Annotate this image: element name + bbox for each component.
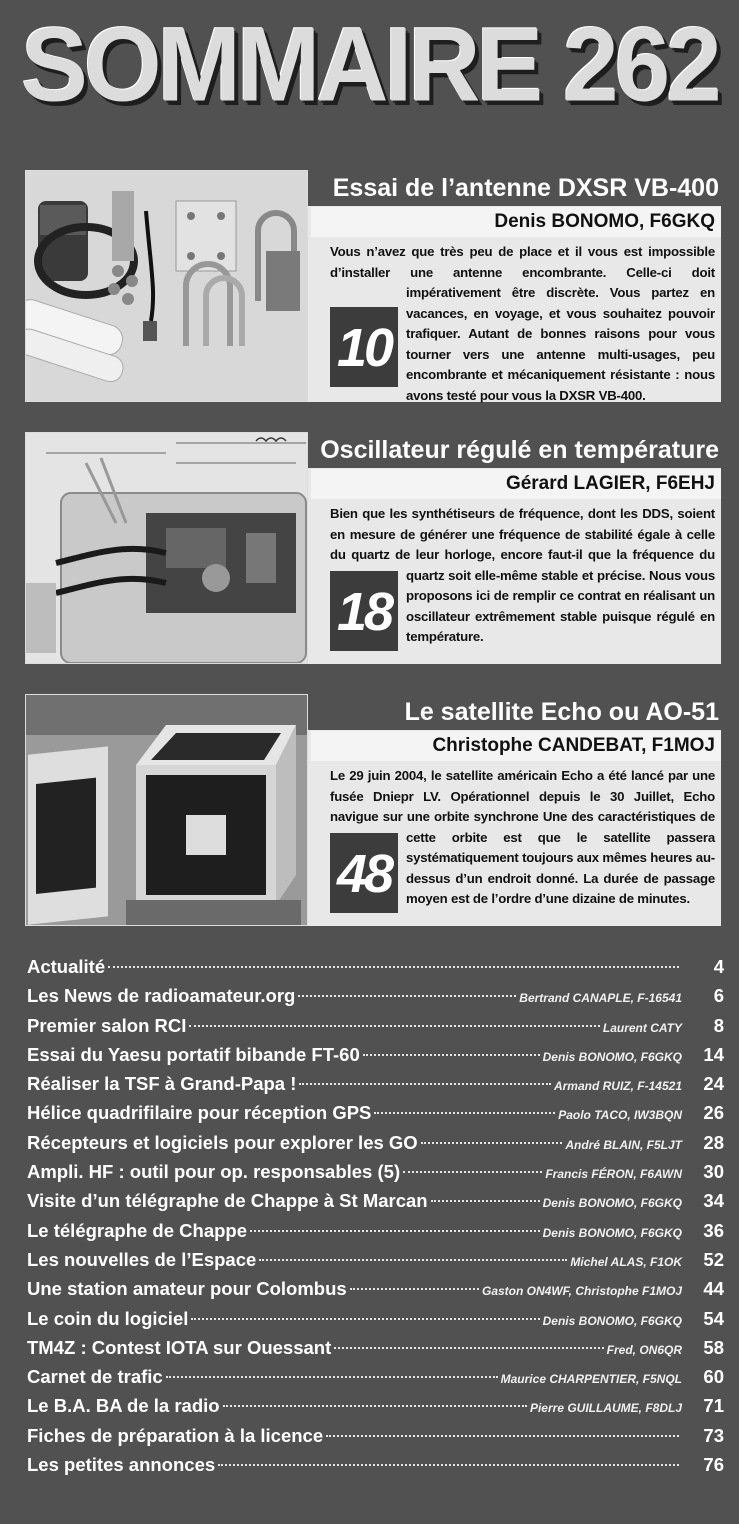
toc-title[interactable]: Les petites annonces	[27, 1454, 216, 1476]
toc-page[interactable]: 6	[713, 985, 724, 1007]
feature-title[interactable]: Le satellite Echo ou AO-51	[308, 694, 721, 730]
toc-author: Bertrand CANAPLE, F-16541	[519, 991, 682, 1006]
toc-author: André BLAIN, F5LJT	[565, 1137, 682, 1152]
toc-page[interactable]: 28	[703, 1131, 724, 1153]
toc-page[interactable]: 54	[703, 1307, 724, 1329]
page-title: SOMMAIRE 262	[21, 6, 718, 124]
toc-title[interactable]: TM4Z : Contest IOTA sur Ouessant	[27, 1336, 332, 1358]
feature-summary: Vous n’avez que très peu de place et il vous est impossible d’installer une antenne encombrante. Celle-ci doit impérativement être discrète. Vous partez en vacances, en voyage, et vous souhaitez pouvoir trafiquer. Autant de bonnes raisons pour vous tourner vers une antenne multi-usages, peu encombrante et mécaniquement résistante : nous avons testé pour vous la DXSR VB-400.	[330, 244, 715, 403]
leader-dots	[363, 1054, 540, 1056]
feature-author: Denis BONOMO, F6GKQ	[311, 207, 721, 237]
toc-page[interactable]: 24	[703, 1073, 724, 1095]
toc-item[interactable]	[27, 1249, 724, 1278]
toc-page[interactable]: 52	[703, 1248, 724, 1270]
toc-page[interactable]: 26	[703, 1102, 724, 1124]
toc-item[interactable]	[27, 1337, 724, 1366]
feature-author: Christophe CANDEBAT, F1MOJ	[311, 731, 721, 761]
toc-page[interactable]: 71	[703, 1395, 724, 1417]
toc-title[interactable]: Les nouvelles de l’Espace	[27, 1248, 257, 1270]
toc-author: Paolo TACO, IW3BQN	[558, 1108, 682, 1123]
toc-title[interactable]: Le télégraphe de Chappe	[27, 1219, 247, 1241]
toc-title[interactable]: Le coin du logiciel	[27, 1307, 189, 1329]
toc-author: Denis BONOMO, F6GKQ	[542, 1225, 682, 1240]
toc-author: Michel ALAS, F1OK	[570, 1254, 682, 1269]
leader-dots	[334, 1347, 603, 1349]
toc-item[interactable]	[27, 1190, 724, 1219]
toc-page[interactable]: 14	[703, 1043, 724, 1065]
feature-article-antenna[interactable]	[25, 170, 721, 402]
toc-item[interactable]	[27, 1308, 724, 1337]
toc-page[interactable]: 58	[703, 1336, 724, 1358]
toc-item[interactable]	[27, 1102, 724, 1131]
toc-title[interactable]: Fiches de préparation à la licence	[27, 1424, 324, 1446]
toc-page[interactable]: 4	[713, 956, 724, 977]
toc-page[interactable]: 8	[713, 1014, 724, 1036]
toc-title[interactable]: Essai du Yaesu portatif bibande FT-60	[27, 1043, 360, 1065]
toc-page[interactable]: 36	[703, 1219, 724, 1241]
toc-author: Denis BONOMO, F6GKQ	[542, 1313, 682, 1328]
feature-article-oscillator[interactable]	[25, 432, 721, 664]
feature-title[interactable]: Essai de l’antenne DXSR VB-400	[308, 170, 721, 206]
toc-item[interactable]	[27, 1220, 724, 1249]
leader-dots	[421, 1142, 563, 1144]
toc-item[interactable]	[27, 985, 724, 1014]
oscillator-photo	[25, 432, 308, 664]
toc-author: Fred, ON6QR	[606, 1342, 682, 1357]
toc-item[interactable]	[27, 1425, 724, 1454]
toc-title[interactable]: Premier salon RCI	[27, 1014, 187, 1036]
toc-item[interactable]	[27, 1073, 724, 1102]
toc-page[interactable]: 44	[703, 1278, 724, 1300]
toc-title[interactable]: Carnet de trafic	[27, 1366, 163, 1388]
toc-author: Denis BONOMO, F6GKQ	[542, 1049, 682, 1064]
toc-title[interactable]: Le B.A. BA de la radio	[27, 1395, 220, 1417]
leader-dots	[350, 1288, 479, 1290]
toc-author: Laurent CATY	[602, 1020, 682, 1035]
feature-summary: Bien que les synthétiseurs de fréquence, dont les DDS, soient en mesure de générer une fréquence de stabilité égale à celle du quartz de leur horloge, encore faut-il que la fréquence du quartz soit elle-même stable et précise. Nous vous proposons ici de remplir ce contrat en réalisant un oscillateur extrêmement stable puisque régulé en température.	[330, 506, 715, 644]
feature-text	[330, 504, 715, 653]
leader-dots	[299, 1083, 551, 1085]
leader-dots	[189, 1025, 600, 1027]
toc-item[interactable]	[27, 1278, 724, 1307]
toc-page[interactable]: 34	[703, 1190, 724, 1212]
satellite-photo	[25, 694, 308, 926]
toc-item[interactable]	[27, 1454, 724, 1483]
toc-item[interactable]	[27, 1366, 724, 1395]
toc-title[interactable]: Une station amateur pour Colombus	[27, 1278, 347, 1300]
leader-dots	[326, 1435, 679, 1437]
toc-title[interactable]: Hélice quadrifilaire pour réception GPS	[27, 1102, 372, 1124]
feature-author: Gérard LAGIER, F6EHJ	[311, 469, 721, 499]
feature-text	[330, 242, 715, 406]
page-number-badge[interactable]: 48	[330, 833, 398, 913]
toc-item[interactable]	[27, 1161, 724, 1190]
toc-title[interactable]: Récepteurs et logiciels pour explorer les GO	[27, 1131, 418, 1153]
toc-page[interactable]: 73	[703, 1424, 724, 1446]
page-number-badge[interactable]: 18	[330, 571, 398, 651]
table-of-contents	[27, 956, 724, 1483]
toc-title[interactable]: Actualité	[27, 956, 106, 977]
toc-item[interactable]	[27, 1395, 724, 1424]
toc-title[interactable]: Les News de radioamateur.org	[27, 985, 296, 1007]
toc-page[interactable]: 30	[703, 1161, 724, 1183]
toc-author: Denis BONOMO, F6GKQ	[542, 1196, 682, 1211]
toc-title[interactable]: Visite d’un télégraphe de Chappe à St Marcan	[27, 1190, 428, 1212]
toc-title[interactable]: Ampli. HF : outil pour op. responsables (5)	[27, 1161, 401, 1183]
leader-dots	[166, 1376, 498, 1378]
leader-dots	[191, 1318, 539, 1320]
toc-title[interactable]: Réaliser la TSF à Grand-Papa !	[27, 1073, 297, 1095]
toc-item[interactable]	[27, 1132, 724, 1161]
leader-dots	[374, 1112, 555, 1114]
leader-dots	[218, 1464, 679, 1466]
feature-summary: Le 29 juin 2004, le satellite américain Echo a été lancé par une fusée Dniepr LV. Opérationnel depuis le 30 Juillet, Echo navigue sur une orbite synchrone Une des caractéristiques de cette orbite est que le satellite passera systématiquement toujours aux mêmes heures au-dessus d’un endroit donné. La durée de passage moyen est de l’ordre d’une dizaine de minutes.	[330, 768, 715, 906]
toc-author: Pierre GUILLAUME, F8DLJ	[529, 1401, 682, 1416]
toc-item[interactable]	[27, 956, 724, 985]
leader-dots	[403, 1171, 542, 1173]
page-number-badge[interactable]: 10	[330, 307, 398, 387]
leader-dots	[108, 966, 679, 968]
feature-title[interactable]: Oscillateur régulé en température	[308, 432, 721, 468]
leader-dots	[431, 1200, 540, 1202]
leader-dots	[259, 1259, 567, 1261]
toc-item[interactable]	[27, 1015, 724, 1044]
toc-author: Francis FÉRON, F6AWN	[545, 1167, 682, 1182]
leader-dots	[223, 1405, 527, 1407]
leader-dots	[298, 995, 516, 997]
leader-dots	[250, 1230, 540, 1232]
feature-text	[330, 766, 715, 915]
toc-page[interactable]: 76	[703, 1454, 724, 1476]
toc-author: Maurice CHARPENTIER, F5NQL	[500, 1372, 682, 1387]
toc-author: Armand RUIZ, F-14521	[553, 1079, 682, 1094]
toc-author: Gaston ON4WF, Christophe F1MOJ	[481, 1284, 682, 1299]
toc-item[interactable]	[27, 1044, 724, 1073]
antenna-kit-photo	[25, 170, 308, 402]
toc-page[interactable]: 60	[703, 1366, 724, 1388]
feature-article-satellite[interactable]	[25, 694, 721, 926]
